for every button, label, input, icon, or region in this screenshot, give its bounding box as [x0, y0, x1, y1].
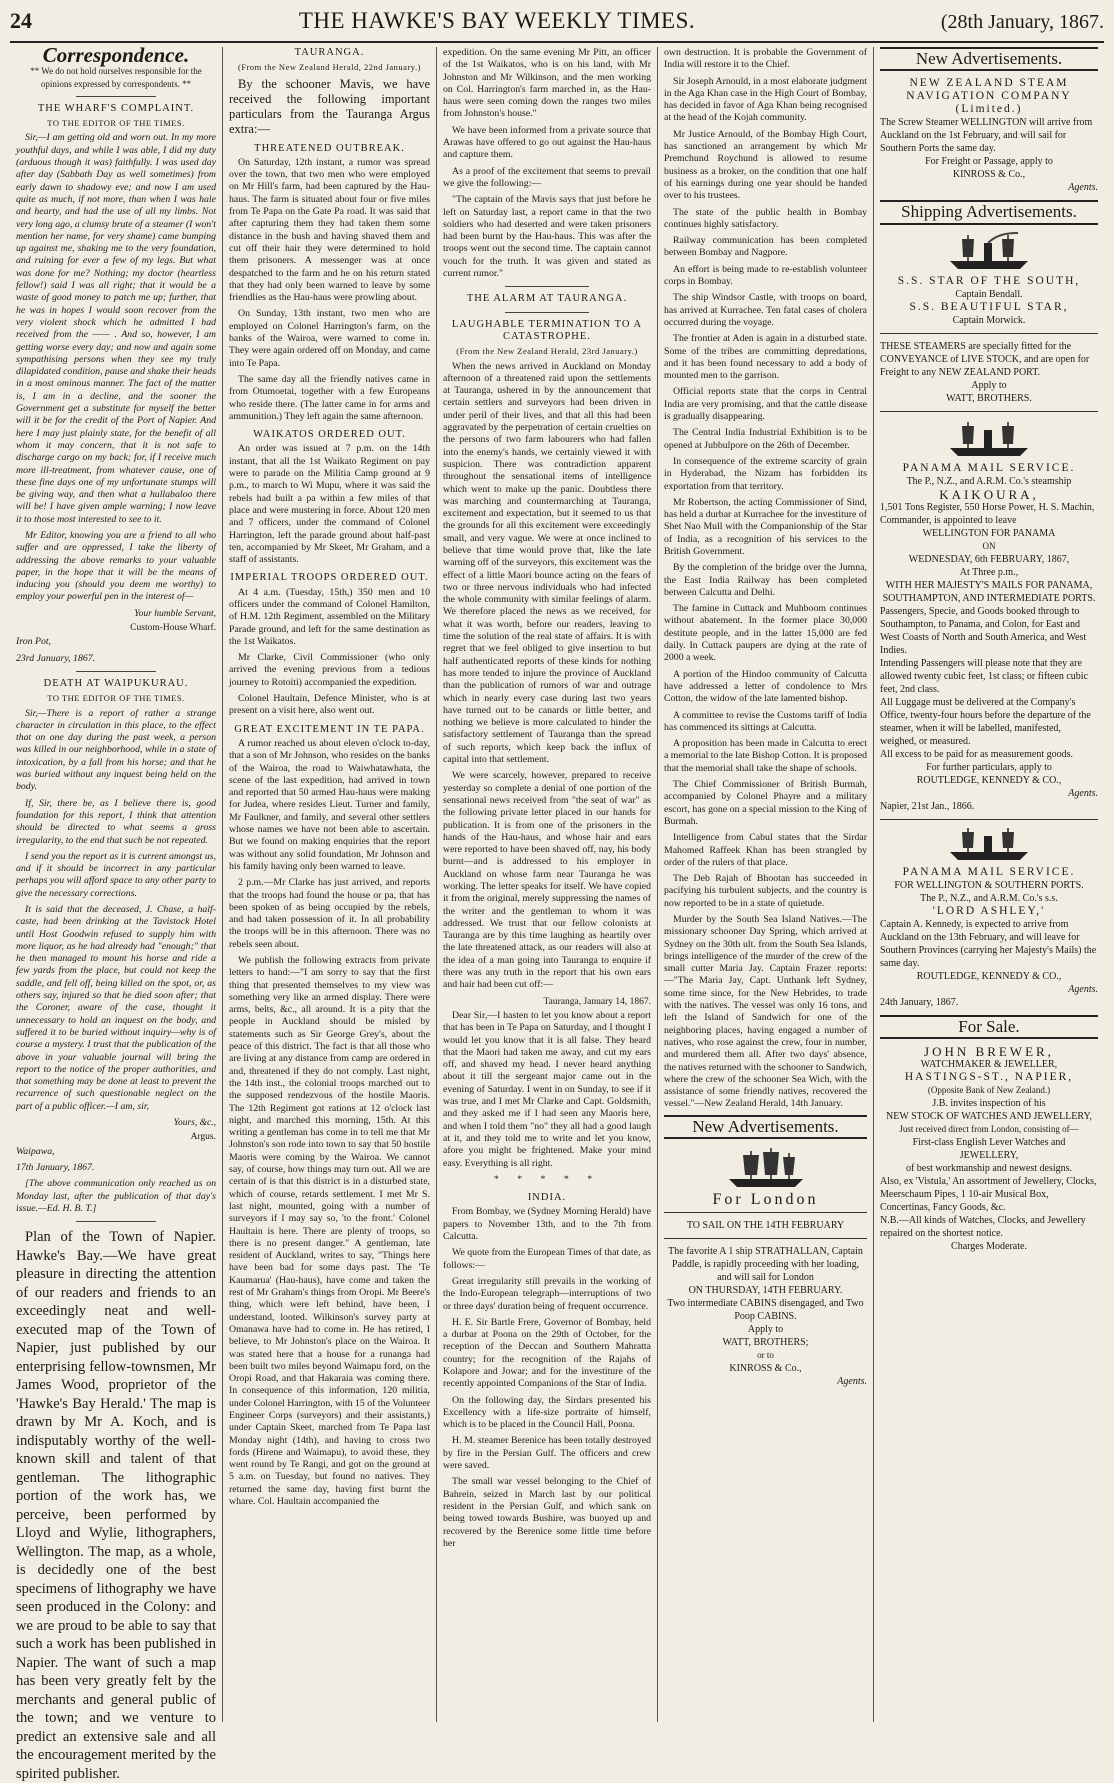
article-paragraph: By the completion of the bridge over the Jumna, the East India Railway has been completed between Calcutta and Delhi. — [664, 562, 867, 598]
ad-title: NEW ZEALAND STEAM NAVIGATION COMPANY (Limited.) — [906, 77, 1072, 116]
article-paragraph: If, Sir, there be, as I believe there is, good foundation for this report, I think that attention should be directed to what seems a gross irregularity, to the end that such be not repeated. — [16, 797, 216, 846]
article-paragraph: I send you the report as it is current amongst us, and if it should be incorrect in any particular perhaps you will afford space to any other party to give the necessary corrections. — [16, 850, 216, 899]
article-subheading: GREAT EXCITEMENT IN TE PAPA. — [234, 723, 425, 735]
ad-body: The favorite A 1 ship STRATHALLAN, Captain Paddle, is rapidly proceeding with her loading, and will sail for London — [668, 1246, 863, 1284]
article-paragraph: 2 p.m.—Mr Clarke has just arrived, and reports that the troops had found the house or pa, that has been spoken of as being occupied by the rebels, and had taken possession of it. In all probability the troops will be in this afternoon. There was no rebels seen about. — [229, 877, 430, 950]
signature: Your humble Servant, — [134, 608, 216, 619]
column-1 — [10, 43, 222, 1782]
ad-also: Also, ex 'Vistula,' An assortment of Jewellery, Clocks, Meerschaum Pipes, 1 10-air Musical Box, Concertinas, Fancy Goods, &c. — [880, 1175, 1097, 1213]
article-paragraph: Railway communication has been completed between Bombay and Nagpore. — [664, 235, 867, 259]
divider — [880, 333, 1098, 334]
article-paragraph: As a proof of the excitement that seems to prevail we give the following:— — [443, 165, 651, 189]
ad-star-of-south — [880, 231, 1098, 405]
article-paragraph: Plan of the Town of Napier. Hawke's Bay.—We have great pleasure in directing the attention of our readers and friends to an exceedingly neat and well-executed map of the Town of Napier, just published by our enterprising fellow-townsmen, Mr James Wood, proprietor of the 'Hawke's Bay Herald.' The map is drawn by Mr A. Koch, and is indisputably worthy of the well-known skill and talent of that gentleman. The lithographic portion of the work has, we perceive, been performed by Lloyd and Wylie, lithographers, Wellington. The map, as a whole, is decidedly one of the best specimens of lithography we have seen produced in the Colony: and we are proud to be able to say that such a work has been published in Napier. The want of such a map has been very greatly felt by the merchants and general public of the town; and we venture to predict an extensive sale and all the encouragement merited by the spirited publisher. — [16, 1229, 216, 1782]
article-paragraph: The Central India Industrial Exhibition is to be opened at Jubbulpore on the 26th of December. — [664, 427, 867, 451]
sailing-ship-icon — [721, 1145, 811, 1189]
article-paragraph: expedition. On the same evening Mr Pitt, an officer of the 1st Waikatos, who is on his land, with Mr Johnston and Mr Wilkinson, and the men working on Col. Harrington's farm marched in, as the Hau-haus were seen coming down the ranges two miles from Johnston's house." — [443, 47, 651, 120]
advertisements-heading: New Advertisements. — [664, 1115, 867, 1139]
ad-opposite: (Opposite Bank of New Zealand.) — [927, 1084, 1051, 1095]
ad-panama-kaikoura — [880, 418, 1098, 813]
letter-place: Iron Pot, — [16, 636, 52, 648]
ad-dated: Napier, 21st Jan., 1866. — [880, 800, 975, 812]
ad-time: At Three p.m., — [959, 566, 1019, 578]
article-paragraph: We publish the following extracts from private letters to hand:—"I am sorry to say that the first thing that presented themselves to my view was something very like an armed display. There were arms, belts, &c., all around. It is a pity that the people in Auckland should be misled by statements such as Sir George Grey's, about the peace of this district. The fact is that all those who are living at any distance from camp are ordered in and, threatened if they do not comply. Last night, the 14th inst., the colonial troops marched out to the supposed rendezvous of the hostile Maoris. The 12th Regiment got rations at 12 o'clock last night, and marched this morning, 15th. At this writing a gentleman has come in to tell me that Mr Johnston's son rode into town to say that 50 hostile Maoris were coming by the Wairoa. We cannot say, of course, how things may turn out. All we are certain of is that this district is in a disturbed state, which of course, retards settlement. I met Mr S. last night, mounted, going with a number of surveyors if I may say so, 'to the front.' Colonel Haultain is here. There are plenty of troops, so there is no present danger." A gentleman, late resident of Auckland, writes to say, "Things here have been bad for some days past. The 'Te Kaumarua' (Hau-haus), have come and taken the rest of Mr Graham's things from Oropi. Mr Beere's thing, which were left behind, have been, I understand, looted. Wilkinson's survey party at Omanawa have had to come in. He has retired, I believe, to Mr Johnston's place on the Wairoa. It was stated here that a house for a runanga had been built two miles beyond Waimapu ford, on the Oropi Road, and that Hakaraia was coming there. In consequence of this information, 120 militia, under Colonel Harrington, with 15 of the Volunteer Engineer Corps (surveyors) and their assistants,) under Captain Skeet, marched from Te Papa last Monday night (14th), and having to cross two fords (Hirene and Waimapu), to avoid these, they went round by Te Rangi, and got on the ground at 5 a.m. on Tuesday, but found no natives. They returned the same day, having first burnt the whare. Col. Haultain accompanied the — [229, 955, 430, 1508]
shipping-heading: Shipping Advertisements. — [880, 200, 1098, 224]
ad-apply: For Freight or Passage, apply to — [925, 156, 1053, 168]
ad-jewellery: JEWELLERY, — [959, 1149, 1019, 1161]
article-paragraph: Mr Editor, knowing you are a friend to all who suffer and are oppressed, I take the liberty of addressing the above remarks to your valuable paper, in the hope that it will be the means of inducing you (should you deem me worthy) to employ your powerful pen in the interest of— — [16, 529, 216, 603]
article-paragraph: "The captain of the Mavis says that just before he left on Saturday last, a report came in that the two soldiers who had deserted and were taken prisoners had been burnt by the Hau-haus. This was after the troops went out the second time. The captain cannot vouch for the truth. It was given and stated as current rumor." — [443, 194, 651, 280]
article-heading: THE ALARM AT TAURANGA. — [466, 293, 628, 305]
ad-on: ON — [982, 540, 996, 551]
article-paragraph: By the schooner Mavis, we have received the following important particulars from the Tauranga Argus extra:— — [229, 76, 430, 136]
ad-ship-name: S.S. STAR OF THE SOUTH, — [897, 274, 1081, 287]
article-paragraph: own destruction. It is probable the Government of India will restore it to the Chief. — [664, 47, 867, 71]
ad-apply: Apply to — [747, 1324, 784, 1336]
ad-captain: Captain Morwick. — [952, 314, 1026, 326]
ad-body: 1,501 Tons Register, 550 Horse Power, H. S. Machin, Commander, is appointed to leave — [880, 501, 1095, 526]
article-heading: TAURANGA. — [294, 47, 365, 58]
ad-agent: WATT, BROTHERS; — [722, 1337, 809, 1349]
ad-agent: KINROSS & Co., — [952, 169, 1026, 181]
ad-company: The P., N.Z., and A.R.M. Co.'s s.s. — [920, 892, 1058, 904]
ad-charges: Charges Moderate. — [951, 1240, 1027, 1252]
ad-ship-name: 'LORD ASHLEY,' — [932, 904, 1046, 917]
steamship-icon — [944, 231, 1034, 271]
article-paragraph: An order was issued at 7 p.m. on the 14th instant, that all the 1st Waikato Regiment on pay were to parade on the Militia Camp ground at 9 p.m., to march to Wi Mupu, where it was said the rebels had built a pa within a few miles of that place and were mustering in force. About 120 men and 7 officers, under the command of Colonel Harrington, left the parade ground about half-past ten, accompanied by Mr Skeet, Mr Graham, and a staff of assistants. — [229, 443, 430, 566]
article-paragraph: Colonel Haultain, Defence Minister, who is at present on a visit here, also went out. — [229, 693, 430, 717]
article-paragraph: From Bombay, we (Sydney Morning Herald) have papers to November 13th, and to the 7th from Calcutta. — [443, 1206, 651, 1243]
page-number: 24 — [10, 8, 32, 33]
article-paragraph: Mr Clarke, Civil Commissioner (who only arrived the evening previous from a tedious journey to Rotoiti) accompanied the expedition. — [229, 652, 430, 688]
correspondence-heading: Correspondence. — [42, 43, 190, 67]
divider — [76, 96, 156, 97]
letter-date: 17th January, 1867. — [16, 1161, 95, 1173]
ad-captain: Captain Bendall. — [955, 288, 1023, 300]
ad-trade: WATCHMAKER & JEWELLER, — [920, 1058, 1058, 1070]
article-paragraph: Intelligence from Cabul states that the Sirdar Mahomed Raffeek Khan has been strangled by order of the rulers of that place. — [664, 832, 867, 868]
article-subheading: WAIKATOS ORDERED OUT. — [253, 429, 406, 441]
article-paragraph: Sir,—There is a report of rather a strange character in circulation in this place, to the effect that on one day during the past week, a person was killed in our neighborhood, while in a state of intoxication, by a fall from his horse; and that he was buried without any inquest being held on the body. — [16, 707, 216, 793]
article-subheading: TO THE EDITOR OF THE TIMES. — [47, 693, 185, 704]
article-heading: DEATH AT WAIPUKURAU. — [43, 677, 189, 689]
article-paragraph: The famine in Cuttack and Muhboom continues without abatement. In the former place 30,000 destitute people, and in the latter 15,000 are fed daily. In Cuttack paupers are dying at the rate of 2000 a week. — [664, 603, 867, 664]
article-paragraph: The Chief Commissioner of British Burmah, accompanied by Colonel Phayre and a military escort, has gone on a special mission to the King of Burmah. — [664, 779, 867, 827]
article-paragraph: The small war vessel belonging to the Chief of Bahrein, seized in March last by our political resident in the Persian Gulf, and which sank on being towed towards Bushire, was buoyed up and recovered by the Berenice some little time before her — [443, 1476, 651, 1549]
ad-route: WELLINGTON FOR PANAMA — [922, 527, 1056, 539]
ad-panama-lord-ashley — [880, 826, 1098, 1009]
article-paragraph: We have been informed from a private source that Arawas have offered to go out against the Hau-haus and capture them. — [443, 124, 651, 161]
article-paragraph: A proposition has been made in Calcutta to erect a memorial to the late Bishop Cotton. It is proposed that the memorial shall take the shape of schools. — [664, 738, 867, 774]
ad-sail-date: TO SAIL ON THE 14TH FEBRUARY — [686, 1220, 845, 1232]
disclaimer: ** We do not hold ourselves responsible for the opinions expressed by correspondents. ** — [30, 66, 202, 89]
ad-agents: Agents. — [1068, 983, 1098, 995]
article-paragraph: The state of the public health in Bombay continues highly satisfactory. — [664, 206, 867, 230]
article-paragraph: We quote from the European Times of that date, as follows:— — [443, 1247, 651, 1271]
column-3 — [436, 47, 657, 1722]
article-paragraph: At 4 a.m. (Tuesday, 15th,) 350 men and 10 officers under the command of Colonel Hamilton, of H.M. 12th Regiment, assembled on the Military Parade ground, and left for the same destination as the 1st Waikatos. — [229, 586, 430, 647]
ad-stock: NEW STOCK OF WATCHES AND JEWELLERY, — [886, 1110, 1092, 1122]
article-paragraph: On Saturday, 12th instant, a rumor was spread over the town, that two men who were employed on Mr Hill's farm, had been captured by the Hau-haus. The farm is situated about four or five miles from Te Papa on the Gate Pa road. It was said that after capturing them they had taken them some distance in the bush and having shaved them and cut off their hair they were determined to hold them prisoners. A messenger was at once despatched to the farm and he on his return stated that they had only been warned to leave by some friendlies as the Hau-haus were prowling about. — [229, 156, 430, 304]
article-heading: INDIA. — [527, 1192, 567, 1204]
ad-title: For London — [712, 1191, 819, 1209]
divider — [880, 819, 1098, 820]
ad-title: PANAMA MAIL SERVICE. — [902, 461, 1076, 474]
ad-company: The P., N.Z., and A.R.M. Co.'s steamship — [906, 475, 1072, 487]
ad-body: Passengers, Specie, and Goods booked through to Southampton, to Panama, and Colon, for East and West Coasts of North and South America, and West Indies. — [880, 605, 1087, 656]
article-paragraph: A portion of the Hindoo community of Calcutta have addressed a letter of condolence to Mrs Cotton, the widow of the late lamented bishop. — [664, 668, 867, 705]
ad-body: All excess to be paid for as measurement goods. — [880, 748, 1074, 760]
article-paragraph: We were scarcely, however, prepared to receive yesterday so complete a denial of one portion of the sensational news received from "the seat of war" as the following private letter placed in our hands for publication. It is from one of the prisoners in the hands of the Hau-haus, and whose hair and ears were reported to have been shaved off, nay, his body burnt—and is addressed to his employer in Auckland on whose farm near Tauranga he was working. The letter speaks for itself. We have copied it from the original, merely suppressing the names of the writer and the gentleman to whom it was addressed. We trust that our fellow colonists at Tauranga are by this time laughing as heartily over the late threatened attack, as our readers will also at the idea of a man going into Tauranga to enquire if there was any truth in the report that his own ears and hair had been cut off:— — [443, 770, 651, 991]
ad-body: All Luggage must be delivered at the Company's Office, twenty-four hours before the departure of the steamer, when it will be labelled, manifested, weighed, or measured. — [880, 696, 1091, 747]
column-4 — [657, 47, 873, 1722]
article-paragraph: On Sunday, 13th instant, two men who are employed on Colonel Harrington's farm, on the banks of the Wairoa, were warned to come in. They were again ordered off on Monday, and came into Te Papa. — [229, 308, 430, 369]
ad-strathallan — [664, 1145, 867, 1388]
ad-john-brewer — [880, 1045, 1098, 1253]
columns — [10, 43, 1104, 1782]
ad-first-class: First-class English Lever Watches and — [912, 1136, 1066, 1148]
ad-body: The Screw Steamer WELLINGTON will arrive from Auckland on the 1st February, and will sail for Southern Ports the same day. — [880, 117, 1093, 155]
article-source: (From the New Zealand Herald, 23rd January.) — [456, 346, 638, 357]
letter-place: Tauranga, January 14, 1867. — [543, 996, 651, 1007]
ad-workmanship: of best workmanship and newest designs. — [905, 1162, 1073, 1174]
article-paragraph: Mr Justice Arnould, of the Bombay High Court, has sanctioned an arrangement by which Mr Premchund Roychund is allowed to resume business as a broker, on the condition that one half of his earnings during one year should be handed over to his trustees. — [664, 128, 867, 202]
ad-received: Just received direct from London, consisting of— — [899, 1123, 1079, 1134]
article-paragraph: In consequence of the extreme scarcity of grain in Hyderabad, the Nizam has forbidden its exportation from that territory. — [664, 455, 867, 492]
ad-agent: ROUTLEDGE, KENNEDY & CO., — [916, 774, 1062, 786]
ad-body: THESE STEAMERS are specially fitted for the CONVEYANCE of LIVE STOCK, and are open for Freight to any NEW ZEALAND PORT. — [880, 340, 1090, 378]
ad-date: ON THURSDAY, 14TH FEBRUARY. — [688, 1285, 843, 1297]
ad-dated: 24th January, 1867. — [880, 996, 959, 1008]
article-paragraph: A committee to revise the Customs tariff of India has commenced its sittings at Calcutta. — [664, 709, 867, 733]
ad-agent: KINROSS & Co., — [729, 1363, 802, 1375]
article-paragraph: It is said that the deceased, J. Chase, a half-caste, had been drinking at the Tavistock Hotel until Host Goodwin refused to supply him with more liquor, as he had already had "enough;" that he then managed to mount his horse and ride a few yards from the place, but could not keep the saddle, and fell off, being killed on the spot, or, as others say, injured so that he died soon after; that the Coroner, aware of the case, thought it unnecessary to hold an inquest on the body, and suffered it to be buried without inquiry—why is of course a mystery. I trust that the publication of the above in your valuable journal will bring the report to the notice of the proper authorities, and that something may be done at least to prevent the recurrence of such questionable neglect on the part of a public officer.—I am, sir, — [16, 904, 216, 1112]
steamship-icon — [944, 418, 1034, 458]
divider — [76, 671, 156, 672]
ad-nz-steam — [880, 77, 1098, 194]
ad-mails: WITH HER MAJESTY'S MAILS FOR PANAMA, SOUTHAMPTON, AND INTERMEDIATE PORTS. — [882, 579, 1096, 604]
signature: Argus. — [190, 1132, 216, 1143]
column-2 — [222, 47, 436, 1722]
ad-agents: Agents. — [837, 1376, 867, 1388]
divider — [505, 312, 588, 313]
issue-date: (28th January, 1867. — [940, 11, 1104, 33]
article-paragraph: Dear Sir,—I hasten to let you know about a report that has been in Te Papa on Saturday, and I thought I would let you know that it is all false. They heard that the Maori had taken me away, and cut my ears off, and shaved my head. I never heard anything about it till the sergeant major came out in the evening of Saturday. I went in on Sunday, to see if it was true, and I met Mr Clarke and Capt. Goldsmith, and they asked me if I had seen any Maoris here, and when I told them "no" they all had a good laugh at it, and they told me to write and let you know, afore you might be frightened. Make your mind easy. Everything is all right. — [443, 1009, 651, 1169]
article-paragraph: The frontier at Aden is again in a disturbed state. Some of the tribes are committing depredations, and it has been found necessary to add a body of mounted men to the garrison. — [664, 333, 867, 382]
article-paragraph: An effort is being made to re-establish volunteer corps in Bombay. — [664, 263, 867, 288]
signature: Yours, &c., — [173, 1118, 216, 1129]
divider — [664, 1212, 867, 1213]
ad-body: Intending Passengers will please note that they are allowed twenty cubic feet, 1st class; or fifteen cubic feet, 2nd class. — [880, 657, 1088, 695]
article-paragraph: H. E. Sir Bartle Frere, Governor of Bombay, held a durbar at Poona on the 29th of October, for the reception of the Deccan and Southern Mahratta country; for the recognition of the Rajahs of Kolapore and Jowar; and for the investiture of the recently appointed Companions of the Star of India. — [443, 1316, 651, 1390]
for-sale-heading: For Sale. — [880, 1015, 1098, 1039]
section-separator: * * * * * — [493, 1173, 601, 1185]
article-paragraph: On the following day, the Sirdars presented his Excellency with a life-size portraite of himself, which is to be placed in the Council Hall, Poona. — [443, 1394, 651, 1431]
ad-name: JOHN BREWER, — [924, 1043, 1054, 1059]
ad-agent: WATT, BROTHERS. — [946, 392, 1032, 404]
article-paragraph: The Deb Rajah of Bhootan has succeeded in pacifying his turbulent subjects, and the country is now reported to be in a state of quietude. — [664, 873, 867, 909]
divider — [880, 411, 1098, 412]
ad-ship-name: S.S. BEAUTIFUL STAR, — [909, 300, 1069, 313]
ad-apply: For further particulars, apply to — [926, 761, 1052, 773]
editor-note: [The above communication only reached us on Monday last, after the publication of that day's issue.—Ed. H. B. T.] — [16, 1178, 216, 1214]
article-paragraph: Murder by the South Sea Island Natives.—The missionary schooner Day Spring, which arrived at Sydney on the 30th ult. from the South Sea Islands, brings intelligence of the murder of the crew of the small cutter Maria Jay. Captain Frazer reports:—"The Maria Jay, Capt. Unthank left Sydney, some time since, for the New Hebrides, to trade with the natives. The vessel was only 16 tons, and left the Island of Sandwich for one of the neighboring places, having engaged a number of natives, who rose against the crew, four in number, and murdered them all. After two days' absence, the natives returned with the schooner to Sandwich, where the crew of the schooner Sea Wich, with the assistance of some friendly natives, recovered the vessel."—New Zealand Herald, 14th January. — [664, 914, 867, 1110]
ad-apply: Apply to — [971, 379, 1007, 391]
steamship-icon — [944, 826, 1034, 862]
letter-date: 23rd January, 1867. — [16, 652, 96, 664]
advertisements-heading: New Advertisements. — [880, 47, 1098, 71]
divider — [76, 1221, 156, 1222]
article-paragraph: The ship Windsor Castle, with troops on board, has arrived at Kurrachee. Ten fatal cases of cholera occurred during the voyage. — [664, 292, 867, 328]
article-paragraph: Great irregularity still prevails in the working of the Indo-European telegraph—interruptions of two or three days' duration being of frequent occurrence. — [443, 1275, 651, 1312]
article-subheading: LAUGHABLE TERMINATION TO A CATASTROPHE. — [451, 318, 643, 342]
article-paragraph: Mr Robertson, the acting Commissioner of Sind, has held a durbar at Kurrachee for the investiture of Shet Nao Mull with the Companionship of the Star of India, as a recognition of his services to the British Government. — [664, 496, 867, 557]
ad-ship-name: KAIKOURA, — [939, 486, 1039, 502]
article-subheading: TO THE EDITOR OF THE TIMES. — [47, 118, 185, 129]
article-paragraph: When the news arrived in Auckland on Monday afternoon of a threatened raid upon the settlements at Tauranga, ushered in by the announcement that certain settlers and surveyors had been driven in under peril of their lives, and that all this had been aggravated by the perpetration of certain cruelties on the persons of two farm labourers who had fallen into the enemy's hands, we certainly viewed it with suspicion. There was contradiction apparent throughout the sensational items of intelligence which went to make up the panic. Doubtless there was marching and countermarching at Tauranga, excitement and expectation, but it seemed to us that the grounds for all this excitement were exceedingly small, and very vague. We were at once inclined to believe that time would prove that, like the late warning off of the surveyors, this excitement was the effect of a little Maori bounce acting on the fears of two or three nervous individuals who had infected the whole community with similar feelings of alarm. We therefore placed the news as we received, for what it was worth, before our readers, leaving to time the solution of the real state of affairs. It is with regret that we feel obliged to give insertion to but half authenticated reports of these kinds for nothing has more tended to injure the province of Auckland than the publication of rumors of war and outrage which in nearly every case during last two years have turned out to be canards or little better, and nothing we believe is more calculated to hinder the satisfactory settlement of Tauranga than the spread of such reports, which keep back the influx of capital into that settlement. — [443, 360, 651, 766]
ad-title: PANAMA MAIL SERVICE. — [902, 865, 1076, 878]
article-paragraph: The same day all the friendly natives came in from Otumoetai, together with a few Europeans who reside there. (The latter came in for arms and ammunition.) They left again the same afternoon. — [229, 373, 430, 422]
ad-agent: ROUTLEDGE, KENNEDY & CO., — [916, 970, 1062, 982]
article-heading: THE WHARF'S COMPLAINT. — [37, 102, 195, 114]
ad-body: Captain A. Kennedy, is expected to arrive from Auckland on the 13th February, and will leave for Southern Provinces (carrying her Majesty's Mails) the same day. — [880, 918, 1097, 969]
newspaper-title: THE HAWKE'S BAY WEEKLY TIMES. — [298, 8, 696, 33]
ad-invites: J.B. invites inspection of his — [932, 1097, 1046, 1109]
ad-address: HASTINGS-ST., NAPIER, — [904, 1070, 1074, 1083]
letter-place: Waipawa, — [16, 1145, 55, 1157]
ad-cabins: Two intermediate CABINS disengaged, and Two Poop CABINS. — [667, 1298, 864, 1323]
ad-or: or to — [757, 1350, 774, 1361]
article-subheading: IMPERIAL TROOPS ORDERED OUT. — [230, 572, 429, 584]
ad-nb: N.B.—All kinds of Watches, Clocks, and Jewellery repaired on the shortest notice. — [880, 1214, 1086, 1239]
article-paragraph: Official reports state that the corps in Central India are very promising, and that the cattle disease is gradually disappearing. — [664, 386, 867, 423]
article-paragraph: A rumor reached us about eleven o'clock to-day, that a son of Mr Johnson, who resides on the banks of the Wairoa, the road to Waiwhatawhata, the scene of the last expedition, had arrived in town and reported that 50 armed Hau-haus were making for Judea, where resides Lieut. Turner and family, Mr Faulkner, and family, and several other settlers whose names we have not been able to ascertain. But we found on making enquiries that the report was without any solid foundation, Mr Johnson and his family having only been warned to leave. — [229, 737, 430, 872]
ad-subtitle: FOR WELLINGTON & SOUTHERN PORTS. — [894, 879, 1084, 891]
masthead — [10, 8, 1104, 43]
ad-agents: Agents. — [1068, 787, 1098, 799]
article-paragraph: Sir,—I am getting old and worn out. In my more youthful days, and while I was able, I did my duty (arduous though it was) faithfully. I was used day after day (Sabbath Day as well sometimes) from early dawn to shadowy eve; and now I am used quite as much, if not more, than when I was hale and hearty, and had the use of all my limbs. Not very long ago, a clumsy brute of a steamer (I won't mention her name, for very shame) came bumping up against me, shaking me to the very foundation, and ruining for ever a few of my legs. But what was done for me? Nothing; my doctor (heartless fellow!) said I was all right; that it would be a waste of good money to patch me up; further, that he was in hopes I would soon recover from the very violent shock which he admitted I had received from the —— . And so, however, I am getting worse every day; and now and again some sympathising persons when they see my truly dilapidated condition, pause and shake their heads in a most ominous manner. The fact of the matter is, I am in a decline, and the sooner the Government get a substitute for myself the better will it be for the credit of the Port of Napier. And here I may just plainly state, for the benefit of all whom it may concern, that it is not safe to discharge cargo on my back; for, if I receive much more ill-treatment, from whatever cause, one of these fine days one of my unfortunate stumps will be giving way, and then what a hullabaloo there will be! I have given ample warning; I now leave it to those most interested to see to it. — [16, 132, 216, 525]
article-subheading: THREATENED OUTBREAK. — [254, 142, 405, 154]
column-5 — [873, 47, 1104, 1722]
article-paragraph: H. M. steamer Berenice has been totally destroyed by fire in the Persian Gulf. The officers and crew were saved. — [443, 1435, 651, 1472]
signature: Custom-House Wharf. — [130, 623, 216, 634]
article-source: (From the New Zealand Herald, 22nd January.) — [238, 62, 421, 73]
divider — [664, 1238, 867, 1239]
ad-date: WEDNESDAY, 6th FEBRUARY, 1867, — [908, 553, 1070, 565]
ad-agents: Agents. — [1068, 182, 1098, 194]
divider — [505, 286, 588, 287]
article-paragraph: Sir Joseph Arnould, in a most elaborate judgment in the Aga Khan case in the High Court of Bombay, has decided in favor of Aga Khan being recognised at the head of the Kojah community. — [664, 75, 867, 124]
